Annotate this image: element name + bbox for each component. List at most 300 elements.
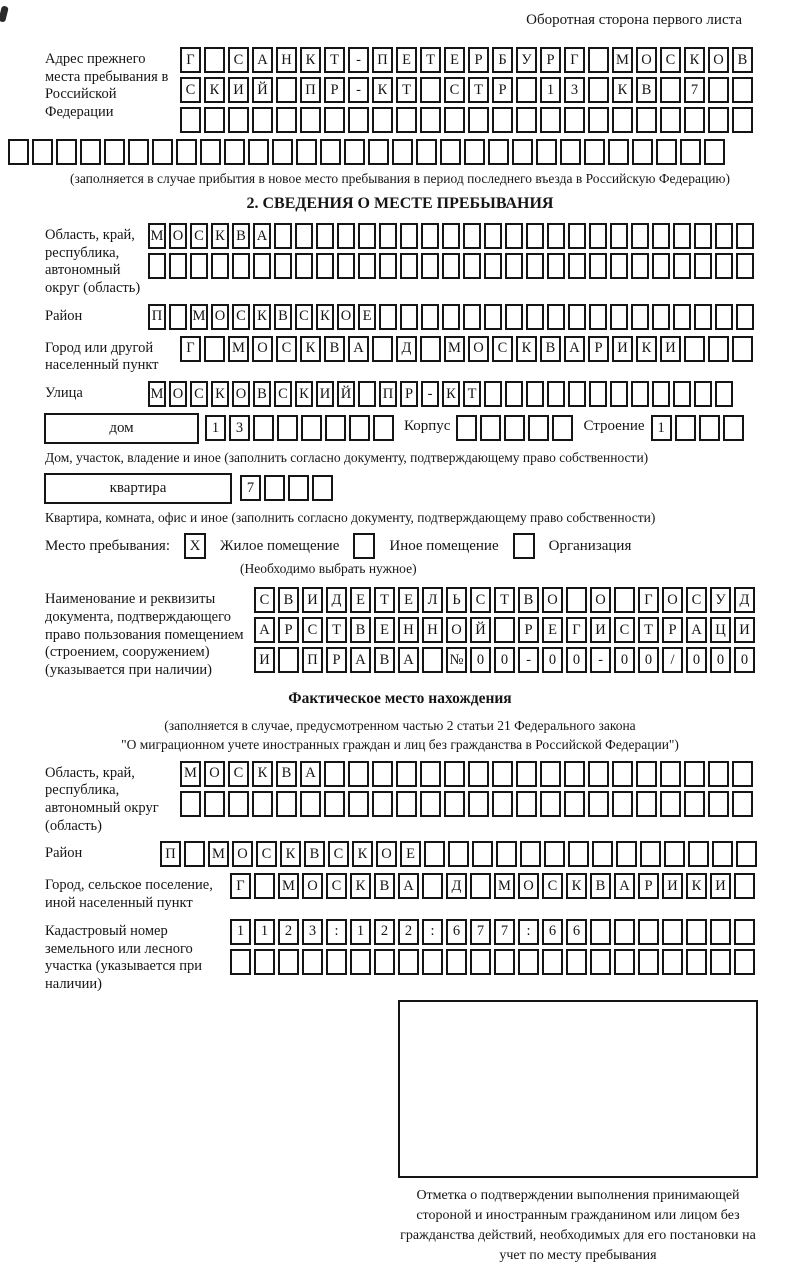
char-box[interactable]: В xyxy=(350,617,371,643)
char-box[interactable] xyxy=(610,381,628,407)
char-box[interactable] xyxy=(392,139,413,165)
char-box[interactable] xyxy=(372,761,393,787)
char-box[interactable] xyxy=(379,223,397,249)
char-box[interactable] xyxy=(512,139,533,165)
char-box[interactable]: О xyxy=(662,587,683,613)
char-box[interactable] xyxy=(8,139,29,165)
char-box[interactable] xyxy=(652,304,670,330)
char-box[interactable]: М xyxy=(494,873,515,899)
char-box[interactable]: / xyxy=(662,647,683,673)
char-box[interactable]: Т xyxy=(494,587,515,613)
char-box[interactable]: К xyxy=(612,77,633,103)
char-box[interactable]: 2 xyxy=(374,919,395,945)
char-box[interactable] xyxy=(440,139,461,165)
char-box[interactable]: М xyxy=(208,841,229,867)
char-box[interactable]: К xyxy=(211,381,229,407)
char-box[interactable]: В xyxy=(274,304,292,330)
char-box[interactable]: 1 xyxy=(540,77,561,103)
char-box[interactable] xyxy=(673,253,691,279)
char-box[interactable]: Д xyxy=(396,336,417,362)
char-box[interactable] xyxy=(253,415,274,441)
char-box[interactable] xyxy=(200,139,221,165)
char-box[interactable]: Г xyxy=(566,617,587,643)
char-box[interactable]: Т xyxy=(638,617,659,643)
char-box[interactable] xyxy=(326,949,347,975)
char-box[interactable] xyxy=(400,253,418,279)
char-box[interactable]: Е xyxy=(400,841,421,867)
char-box[interactable]: В xyxy=(540,336,561,362)
char-box[interactable] xyxy=(316,253,334,279)
char-box[interactable]: С xyxy=(444,77,465,103)
char-box[interactable] xyxy=(516,761,537,787)
char-box[interactable] xyxy=(480,415,501,441)
char-box[interactable]: Р xyxy=(518,617,539,643)
char-box[interactable] xyxy=(368,139,389,165)
char-box[interactable] xyxy=(694,253,712,279)
char-box[interactable] xyxy=(316,223,334,249)
char-box[interactable] xyxy=(560,139,581,165)
char-box[interactable]: В xyxy=(278,587,299,613)
char-box[interactable]: А xyxy=(350,647,371,673)
char-box[interactable] xyxy=(422,873,443,899)
char-box[interactable] xyxy=(180,791,201,817)
char-box[interactable]: 3 xyxy=(229,415,250,441)
char-box[interactable] xyxy=(732,761,753,787)
char-box[interactable]: С xyxy=(228,761,249,787)
char-box[interactable]: О xyxy=(376,841,397,867)
char-box[interactable] xyxy=(588,791,609,817)
char-box[interactable] xyxy=(373,415,394,441)
char-box[interactable] xyxy=(152,139,173,165)
char-box[interactable] xyxy=(180,107,201,133)
char-box[interactable]: О xyxy=(232,381,250,407)
char-box[interactable] xyxy=(396,761,417,787)
char-box[interactable] xyxy=(204,47,225,73)
char-box[interactable]: С xyxy=(326,873,347,899)
char-box[interactable] xyxy=(444,107,465,133)
char-box[interactable] xyxy=(468,761,489,787)
char-box[interactable] xyxy=(684,336,705,362)
char-box[interactable] xyxy=(288,475,309,501)
char-box[interactable] xyxy=(736,304,754,330)
char-box[interactable] xyxy=(547,253,565,279)
char-box[interactable]: 6 xyxy=(446,919,467,945)
char-box[interactable] xyxy=(372,107,393,133)
char-box[interactable] xyxy=(358,223,376,249)
char-box[interactable]: С xyxy=(254,587,275,613)
char-box[interactable]: С xyxy=(328,841,349,867)
char-box[interactable]: П xyxy=(300,77,321,103)
char-box[interactable]: Н xyxy=(276,47,297,73)
char-box[interactable] xyxy=(686,919,707,945)
char-box[interactable] xyxy=(631,223,649,249)
char-box[interactable]: - xyxy=(421,381,439,407)
char-box[interactable]: 1 xyxy=(254,919,275,945)
char-box[interactable]: Р xyxy=(662,617,683,643)
char-box[interactable] xyxy=(344,139,365,165)
char-box[interactable] xyxy=(372,791,393,817)
char-box[interactable] xyxy=(446,949,467,975)
char-box[interactable] xyxy=(589,223,607,249)
char-box[interactable] xyxy=(488,139,509,165)
char-box[interactable]: А xyxy=(686,617,707,643)
char-box[interactable]: С xyxy=(302,617,323,643)
char-box[interactable]: А xyxy=(348,336,369,362)
char-box[interactable]: И xyxy=(254,647,275,673)
char-box[interactable] xyxy=(420,77,441,103)
char-box[interactable] xyxy=(276,791,297,817)
char-box[interactable] xyxy=(278,949,299,975)
char-box[interactable] xyxy=(494,949,515,975)
char-box[interactable] xyxy=(416,139,437,165)
char-box[interactable] xyxy=(589,304,607,330)
char-box[interactable] xyxy=(694,381,712,407)
char-box[interactable] xyxy=(396,791,417,817)
char-box[interactable] xyxy=(715,253,733,279)
char-box[interactable]: Р xyxy=(278,617,299,643)
char-box[interactable] xyxy=(662,919,683,945)
char-box[interactable]: О xyxy=(518,873,539,899)
char-box[interactable]: Т xyxy=(420,47,441,73)
char-box[interactable]: Г xyxy=(564,47,585,73)
char-box[interactable] xyxy=(468,791,489,817)
char-box[interactable]: А xyxy=(254,617,275,643)
char-box[interactable] xyxy=(224,139,245,165)
char-box[interactable]: 7 xyxy=(684,77,705,103)
char-box[interactable] xyxy=(568,223,586,249)
char-box[interactable] xyxy=(80,139,101,165)
char-box[interactable] xyxy=(128,139,149,165)
char-box[interactable]: - xyxy=(348,47,369,73)
char-box[interactable] xyxy=(325,415,346,441)
char-box[interactable] xyxy=(505,253,523,279)
char-box[interactable]: С xyxy=(686,587,707,613)
char-box[interactable] xyxy=(552,415,573,441)
checkbox-other-premises[interactable] xyxy=(353,533,375,559)
char-box[interactable]: И xyxy=(734,617,755,643)
char-box[interactable] xyxy=(324,107,345,133)
char-box[interactable] xyxy=(337,223,355,249)
char-box[interactable]: Р xyxy=(400,381,418,407)
char-box[interactable] xyxy=(252,107,273,133)
char-box[interactable]: 0 xyxy=(734,647,755,673)
char-box[interactable] xyxy=(589,381,607,407)
char-box[interactable] xyxy=(590,949,611,975)
char-box[interactable]: С xyxy=(492,336,513,362)
char-box[interactable]: И xyxy=(590,617,611,643)
char-box[interactable] xyxy=(358,381,376,407)
char-box[interactable] xyxy=(312,475,333,501)
char-box[interactable] xyxy=(253,253,271,279)
char-box[interactable]: - xyxy=(590,647,611,673)
char-box[interactable] xyxy=(652,253,670,279)
char-box[interactable] xyxy=(708,336,729,362)
char-box[interactable] xyxy=(463,304,481,330)
char-box[interactable]: К xyxy=(686,873,707,899)
char-box[interactable] xyxy=(348,107,369,133)
char-box[interactable]: О xyxy=(468,336,489,362)
char-box[interactable] xyxy=(660,77,681,103)
char-box[interactable]: О xyxy=(211,304,229,330)
char-box[interactable]: И xyxy=(612,336,633,362)
char-box[interactable] xyxy=(732,107,753,133)
char-box[interactable] xyxy=(616,841,637,867)
char-box[interactable]: О xyxy=(169,381,187,407)
char-box[interactable] xyxy=(568,381,586,407)
char-box[interactable]: 7 xyxy=(470,919,491,945)
char-box[interactable]: 7 xyxy=(494,919,515,945)
char-box[interactable] xyxy=(640,841,661,867)
char-box[interactable] xyxy=(492,107,513,133)
char-box[interactable]: Е xyxy=(398,587,419,613)
char-box[interactable]: 2 xyxy=(398,919,419,945)
char-box[interactable]: 1 xyxy=(651,415,672,441)
char-box[interactable] xyxy=(516,791,537,817)
char-box[interactable]: В xyxy=(276,761,297,787)
char-box[interactable] xyxy=(734,949,755,975)
char-box[interactable] xyxy=(448,841,469,867)
char-box[interactable] xyxy=(638,949,659,975)
char-box[interactable]: К xyxy=(280,841,301,867)
char-box[interactable] xyxy=(612,791,633,817)
char-box[interactable] xyxy=(277,415,298,441)
checkbox-organization[interactable] xyxy=(513,533,535,559)
char-box[interactable] xyxy=(204,107,225,133)
char-box[interactable] xyxy=(463,223,481,249)
char-box[interactable]: В xyxy=(518,587,539,613)
char-box[interactable] xyxy=(734,873,755,899)
char-box[interactable]: К xyxy=(211,223,229,249)
char-box[interactable]: К xyxy=(350,873,371,899)
char-box[interactable] xyxy=(588,77,609,103)
char-box[interactable]: 1 xyxy=(230,919,251,945)
char-box[interactable] xyxy=(176,139,197,165)
char-box[interactable] xyxy=(504,415,525,441)
char-box[interactable] xyxy=(528,415,549,441)
apartment-word-box[interactable] xyxy=(44,473,232,504)
char-box[interactable]: Е xyxy=(374,617,395,643)
char-box[interactable] xyxy=(652,223,670,249)
char-box[interactable] xyxy=(564,761,585,787)
char-box[interactable]: С xyxy=(274,381,292,407)
char-box[interactable] xyxy=(211,253,229,279)
char-box[interactable] xyxy=(349,415,370,441)
char-box[interactable]: С xyxy=(180,77,201,103)
char-box[interactable] xyxy=(704,139,725,165)
char-box[interactable] xyxy=(420,791,441,817)
char-box[interactable]: Й xyxy=(337,381,355,407)
char-box[interactable]: Ь xyxy=(446,587,467,613)
char-box[interactable] xyxy=(421,223,439,249)
char-box[interactable] xyxy=(610,253,628,279)
char-box[interactable] xyxy=(184,841,205,867)
char-box[interactable] xyxy=(568,304,586,330)
char-box[interactable] xyxy=(715,223,733,249)
char-box[interactable] xyxy=(348,791,369,817)
char-box[interactable] xyxy=(278,647,299,673)
char-box[interactable] xyxy=(420,107,441,133)
char-box[interactable] xyxy=(547,223,565,249)
char-box[interactable] xyxy=(686,949,707,975)
char-box[interactable]: И xyxy=(710,873,731,899)
char-box[interactable]: К xyxy=(252,761,273,787)
char-box[interactable] xyxy=(254,873,275,899)
char-box[interactable] xyxy=(660,107,681,133)
char-box[interactable]: В xyxy=(324,336,345,362)
char-box[interactable]: П xyxy=(372,47,393,73)
char-box[interactable] xyxy=(398,949,419,975)
char-box[interactable] xyxy=(664,841,685,867)
char-box[interactable]: А xyxy=(398,647,419,673)
char-box[interactable]: П xyxy=(379,381,397,407)
char-box[interactable] xyxy=(420,336,441,362)
char-box[interactable]: К xyxy=(204,77,225,103)
char-box[interactable] xyxy=(614,587,635,613)
char-box[interactable] xyxy=(276,107,297,133)
char-box[interactable] xyxy=(656,139,677,165)
char-box[interactable] xyxy=(494,617,515,643)
char-box[interactable] xyxy=(400,223,418,249)
char-box[interactable] xyxy=(204,791,225,817)
char-box[interactable] xyxy=(715,304,733,330)
char-box[interactable]: С xyxy=(470,587,491,613)
char-box[interactable] xyxy=(542,949,563,975)
char-box[interactable] xyxy=(324,761,345,787)
char-box[interactable] xyxy=(540,791,561,817)
char-box[interactable] xyxy=(274,223,292,249)
char-box[interactable] xyxy=(505,304,523,330)
char-box[interactable]: Д xyxy=(326,587,347,613)
char-box[interactable] xyxy=(708,791,729,817)
char-box[interactable] xyxy=(684,791,705,817)
char-box[interactable]: К xyxy=(442,381,460,407)
char-box[interactable] xyxy=(520,841,541,867)
char-box[interactable]: Р xyxy=(492,77,513,103)
char-box[interactable]: К xyxy=(372,77,393,103)
char-box[interactable] xyxy=(456,415,477,441)
char-box[interactable]: О xyxy=(337,304,355,330)
char-box[interactable]: К xyxy=(300,47,321,73)
char-box[interactable] xyxy=(708,761,729,787)
char-box[interactable]: Е xyxy=(444,47,465,73)
char-box[interactable] xyxy=(464,139,485,165)
char-box[interactable] xyxy=(484,223,502,249)
char-box[interactable]: Д xyxy=(446,873,467,899)
char-box[interactable] xyxy=(660,761,681,787)
char-box[interactable]: Г xyxy=(180,336,201,362)
char-box[interactable]: К xyxy=(253,304,271,330)
char-box[interactable]: Р xyxy=(324,77,345,103)
char-box[interactable] xyxy=(516,77,537,103)
char-box[interactable] xyxy=(673,381,691,407)
char-box[interactable]: М xyxy=(180,761,201,787)
char-box[interactable]: Н xyxy=(398,617,419,643)
char-box[interactable] xyxy=(276,77,297,103)
char-box[interactable]: 3 xyxy=(302,919,323,945)
char-box[interactable]: В xyxy=(304,841,325,867)
char-box[interactable] xyxy=(568,253,586,279)
char-box[interactable]: - xyxy=(518,647,539,673)
char-box[interactable] xyxy=(302,949,323,975)
char-box[interactable]: Ц xyxy=(710,617,731,643)
char-box[interactable] xyxy=(712,841,733,867)
char-box[interactable] xyxy=(588,761,609,787)
char-box[interactable] xyxy=(568,841,589,867)
char-box[interactable]: Т xyxy=(326,617,347,643)
char-box[interactable] xyxy=(631,253,649,279)
char-box[interactable] xyxy=(588,107,609,133)
char-box[interactable] xyxy=(540,107,561,133)
char-box[interactable]: 0 xyxy=(686,647,707,673)
char-box[interactable] xyxy=(566,587,587,613)
char-box[interactable] xyxy=(736,841,757,867)
char-box[interactable]: 0 xyxy=(494,647,515,673)
char-box[interactable]: Е xyxy=(542,617,563,643)
char-box[interactable]: О xyxy=(169,223,187,249)
char-box[interactable]: С xyxy=(232,304,250,330)
char-box[interactable]: С xyxy=(228,47,249,73)
char-box[interactable] xyxy=(589,253,607,279)
char-box[interactable] xyxy=(547,304,565,330)
char-box[interactable] xyxy=(400,304,418,330)
char-box[interactable]: А xyxy=(398,873,419,899)
char-box[interactable] xyxy=(684,761,705,787)
char-box[interactable]: К xyxy=(352,841,373,867)
char-box[interactable]: : xyxy=(326,919,347,945)
char-box[interactable] xyxy=(320,139,341,165)
char-box[interactable]: 0 xyxy=(470,647,491,673)
char-box[interactable]: Е xyxy=(358,304,376,330)
char-box[interactable] xyxy=(337,253,355,279)
char-box[interactable] xyxy=(631,304,649,330)
char-box[interactable] xyxy=(492,761,513,787)
char-box[interactable] xyxy=(56,139,77,165)
char-box[interactable]: К xyxy=(684,47,705,73)
char-box[interactable]: 2 xyxy=(278,919,299,945)
char-box[interactable] xyxy=(710,949,731,975)
char-box[interactable]: Б xyxy=(492,47,513,73)
char-box[interactable] xyxy=(442,223,460,249)
char-box[interactable]: Т xyxy=(324,47,345,73)
char-box[interactable]: С xyxy=(276,336,297,362)
char-box[interactable]: О xyxy=(446,617,467,643)
char-box[interactable]: 0 xyxy=(542,647,563,673)
char-box[interactable] xyxy=(295,223,313,249)
char-box[interactable] xyxy=(204,336,225,362)
char-box[interactable] xyxy=(544,841,565,867)
char-box[interactable] xyxy=(505,223,523,249)
char-box[interactable] xyxy=(379,253,397,279)
char-box[interactable]: В xyxy=(374,873,395,899)
char-box[interactable] xyxy=(148,253,166,279)
char-box[interactable] xyxy=(264,475,285,501)
char-box[interactable] xyxy=(421,253,439,279)
char-box[interactable] xyxy=(518,949,539,975)
char-box[interactable] xyxy=(301,415,322,441)
char-box[interactable]: Т xyxy=(463,381,481,407)
char-box[interactable]: Л xyxy=(422,587,443,613)
char-box[interactable] xyxy=(190,253,208,279)
char-box[interactable]: С xyxy=(256,841,277,867)
char-box[interactable]: Т xyxy=(396,77,417,103)
char-box[interactable]: О xyxy=(590,587,611,613)
char-box[interactable]: 6 xyxy=(542,919,563,945)
char-box[interactable]: 7 xyxy=(240,475,261,501)
char-box[interactable] xyxy=(638,919,659,945)
char-box[interactable]: И xyxy=(662,873,683,899)
char-box[interactable] xyxy=(228,791,249,817)
char-box[interactable] xyxy=(694,304,712,330)
